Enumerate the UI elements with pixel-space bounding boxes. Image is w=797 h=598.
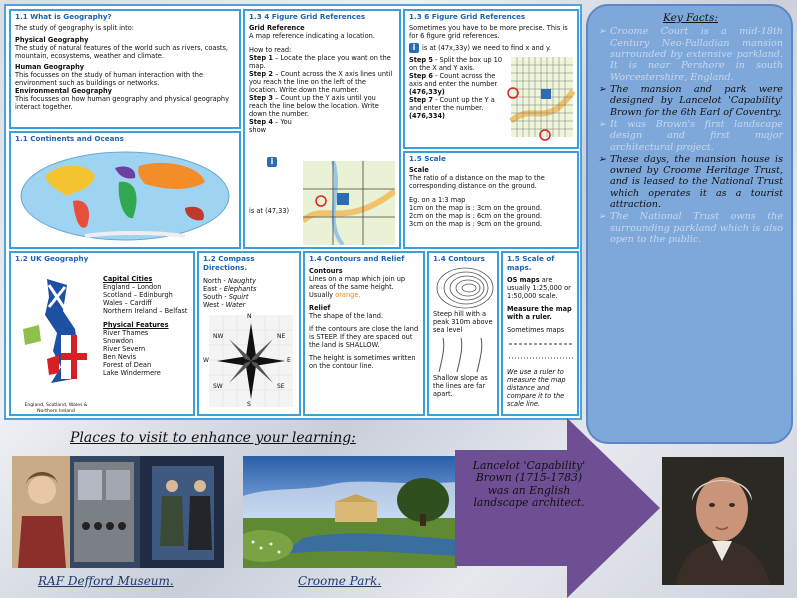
grid-reference-text: A map reference indicating a location. (249, 31, 375, 40)
panel-six-figure-grid (403, 9, 579, 149)
step-label: Step 2 (249, 69, 273, 78)
compass-point-label: SW (213, 383, 223, 390)
scale-definition: The ratio of a distance on the map to the corresponding distance on the ground. (409, 173, 547, 190)
step-label: Step 6 (409, 71, 433, 80)
six-figure-grid-graphic (505, 51, 577, 143)
feature-item: Snowdon (103, 337, 134, 346)
info-icon: i (409, 43, 419, 53)
how-to-read: How to read: (249, 45, 292, 54)
panel-title: 1.4 Contours and Relief (309, 254, 405, 263)
ruler-text: We use a ruler to measure the map distance and compare it to the scale line. (507, 367, 568, 408)
contours-heading: Contours (309, 266, 343, 275)
panel-title: 1.5 Scale (409, 154, 446, 163)
step-label: Step 5 (409, 55, 433, 64)
panel-title: 1.2 Compass Directions. (203, 254, 255, 272)
panel-title: 1.4 Contours (433, 254, 485, 263)
relief-heading: Relief (309, 303, 331, 312)
compass-point-label: S (247, 401, 251, 408)
key-fact-item: ➢ The mansion and park were designed by Lancelot 'Capability' Brown for the 6th Earl of Coventry. (598, 83, 783, 118)
shallow-lines-graphic (433, 336, 495, 374)
capitals-heading: Capital Cities (103, 275, 153, 283)
step-label: Step 3 (249, 94, 273, 103)
step-label: Step 1 (249, 53, 273, 62)
human-heading: Human Geography (15, 62, 85, 71)
direction-label: East - (203, 284, 224, 293)
key-fact-text: The National Trust owns the surrounding parkland which is also open to the public. (610, 211, 783, 245)
direction-mnemonic: Elephants (223, 284, 257, 293)
direction-label: North - (203, 276, 229, 285)
compass-point-label: N (247, 313, 252, 320)
step-text: – Locate the place you want on the map. (249, 53, 393, 70)
capital-item: Northern Ireland – Belfast (103, 307, 188, 316)
capital-item: Scotland – Edinburgh (103, 291, 173, 300)
grid-answer: is at (47,33) (249, 207, 290, 215)
feature-item: Ben Nevis (103, 353, 137, 362)
capital-item: England – London (103, 283, 162, 292)
raf-museum-caption[interactable]: RAF Defford Museum. (38, 574, 174, 588)
raf-museum-image (12, 456, 224, 568)
step-text: - Count up the Y a and enter the number. (409, 96, 497, 113)
key-fact-item: ➢ The National Trust owns the surrounding parkland which is also open to the public. (598, 211, 783, 245)
direction-label: South - (203, 292, 229, 301)
scale-line: 3cm on the map is : 9cm on the ground. (409, 219, 542, 228)
direction-mnemonic: Squirt (228, 292, 249, 301)
contour-lines-graphic (433, 266, 495, 310)
step-value: (476,334) (409, 112, 446, 121)
feature-item: Lake Windermere (103, 369, 161, 378)
key-fact-text: These days, the mansion house is owned by Croome Heritage Trust, and is leased to the National Trust which operates it as a tourist attraction. (610, 153, 783, 211)
compass-point-label: NW (213, 333, 224, 340)
step-text: – Count across the X axis lines until you reach the line on the left of the location. Write down the number. (249, 69, 395, 94)
scale-example: Eg. on a 1:3 map (409, 195, 466, 204)
environmental-text: This focusses on how human geography and physical geography interact together. (15, 95, 232, 112)
panel-title: 1.5 Scale of maps. (507, 254, 555, 272)
croome-park-photo (243, 456, 457, 568)
compass-point-label: W (203, 357, 209, 364)
key-fact-item: ➢ It was Brown's first landscape design and first major architectural project. (598, 118, 783, 153)
raf-museum-photo (12, 456, 224, 568)
direction-label: West - (203, 300, 226, 309)
physical-text: The study of natural features of the world such as rivers, coasts, mountain, ecosystems, weather and climate. (15, 43, 231, 60)
panel-title: 1.3 4 Figure Grid References (249, 12, 366, 21)
panel-title: 1.1 Continents and Oceans (15, 134, 124, 143)
grid-reference-heading: Grid Reference (249, 23, 305, 32)
six-figure-intro: Sometimes you have to be more precise. This is for 6 figure grid references. (409, 23, 570, 40)
steep-hill-text: Steep hill with a peak 310m above sea level (433, 309, 495, 334)
scale-heading: Scale (409, 165, 429, 174)
step-label: Step 4 (249, 118, 273, 127)
physical-heading: Physical Geography (15, 35, 89, 44)
panel-scale-of-maps (501, 251, 579, 416)
scale-line: 2cm on the map is : 6cm on the ground. (409, 211, 542, 220)
six-figure-note: is at (47x,33y) we need to find x and y. (422, 43, 552, 52)
key-fact-item: ➢ These days, the mansion house is owned by Croome Heritage Trust, and is leased to the National Trust which operates it as a tourist attraction. (598, 153, 783, 211)
grid-map-graphic (303, 161, 395, 245)
compass-point-label: SE (277, 383, 285, 390)
places-heading: Places to visit to enhance your learning: (70, 430, 356, 446)
step-text: - Count across the axis and enter the number (409, 71, 498, 88)
compass-point-label: NE (277, 333, 286, 340)
panel-what-is-geography (9, 9, 241, 129)
croome-park-caption[interactable]: Croome Park. (298, 574, 382, 588)
step-text: – Count up the Y axis until you reach the line below the location. Write down the number. (249, 94, 381, 119)
key-facts-title: Key Facts: (663, 12, 718, 24)
environmental-heading: Environmental Geography (15, 87, 112, 95)
feature-item: River Thames (103, 329, 149, 338)
panel-compass-directions (197, 251, 301, 416)
step-text: - Split the box up 10 on the X and Y axis. (409, 55, 505, 72)
feature-item: River Severn (103, 345, 146, 354)
world-map-graphic (15, 146, 235, 244)
panel-contours-relief (303, 251, 425, 416)
key-fact-item: ➢ Croome Court is a mid-18th Century Neo-Palladian mansion surrounded by extensive parkland. It is near Pershore in south Worcestershire, England. (598, 26, 783, 83)
key-facts-panel (586, 4, 793, 444)
key-fact-text: Croome Court is a mid-18th Century Neo-Palladian mansion surrounded by extensive parkland. It is near Pershore in south Worcestershire, England. (610, 26, 783, 83)
steep-text: If the contours are close the land is STEEP. If they are spaced out the land is SHALLOW. (309, 324, 421, 350)
panel-four-figure-grid (243, 9, 401, 249)
step-text: – You (272, 118, 292, 127)
direction-mnemonic: Naughty (228, 276, 257, 285)
info-icon: i (267, 157, 280, 167)
capital-item: Wales – Cardiff (103, 299, 152, 308)
os-maps-label: OS maps (507, 275, 540, 284)
step-label: Step 7 (409, 96, 433, 104)
measure-text: Measure the map with a ruler. (507, 304, 575, 321)
scale-line: 1cm on the map is : 3cm on the ground. (409, 203, 542, 212)
step-value: (476,33y) (409, 87, 445, 96)
human-text: This focusses on the study of human interaction with the environment such as buildings or networks. (15, 70, 206, 87)
feature-item: Forest of Dean (103, 361, 152, 370)
panel-scale (403, 151, 579, 249)
key-fact-text: The mansion and park were designed by Lancelot 'Capability' Brown for the 6th Earl of Coventry. (610, 83, 783, 118)
knowledge-organiser (4, 4, 582, 420)
step-text: show (249, 126, 267, 135)
compass-rose-icon (209, 315, 293, 407)
croome-park-image (243, 456, 457, 568)
compass-point-label: E (287, 357, 291, 364)
os-maps-text: are usually 1:25,000 or 1:50,000 scale. (507, 275, 573, 300)
brown-description: Lancelot 'Capability' Brown (1715-1783) was an English landscape architect. (472, 459, 586, 510)
relief-text: The shape of the land. (309, 311, 384, 320)
direction-mnemonic: Water (225, 300, 246, 309)
brown-portrait-image (662, 457, 784, 585)
panel-title: 1.1 What is Geography? (15, 12, 112, 21)
uk-map-caption: England, Scotland, Wales & Northern Ireland (24, 403, 89, 414)
contours-text: Lines on a map which join up areas of the same height. Usually (309, 274, 408, 299)
sometimes-text: Sometimes maps (507, 325, 565, 334)
panel-contours (427, 251, 499, 416)
shallow-slope-text: Shallow slope as the lines are far apart. (433, 373, 490, 398)
height-text: The height is sometimes written on the contour line. (309, 354, 418, 371)
panel-uk-geography (9, 251, 195, 416)
panel-title: 1.3 6 Figure Grid References (409, 12, 526, 21)
key-fact-text: It was Brown's first landscape design and first major architectural project. (610, 118, 783, 153)
brown-portrait (662, 457, 784, 585)
intro-text: The study of geography is split into: (15, 23, 134, 32)
uk-flags-map-graphic (17, 275, 91, 403)
panel-continents-oceans (9, 131, 241, 249)
contours-colour: orange. (335, 290, 361, 299)
panel-title: 1.2 UK Geography (15, 254, 89, 263)
physical-features-heading: Physical Features (103, 321, 169, 330)
scale-bar-graphic (507, 334, 575, 368)
